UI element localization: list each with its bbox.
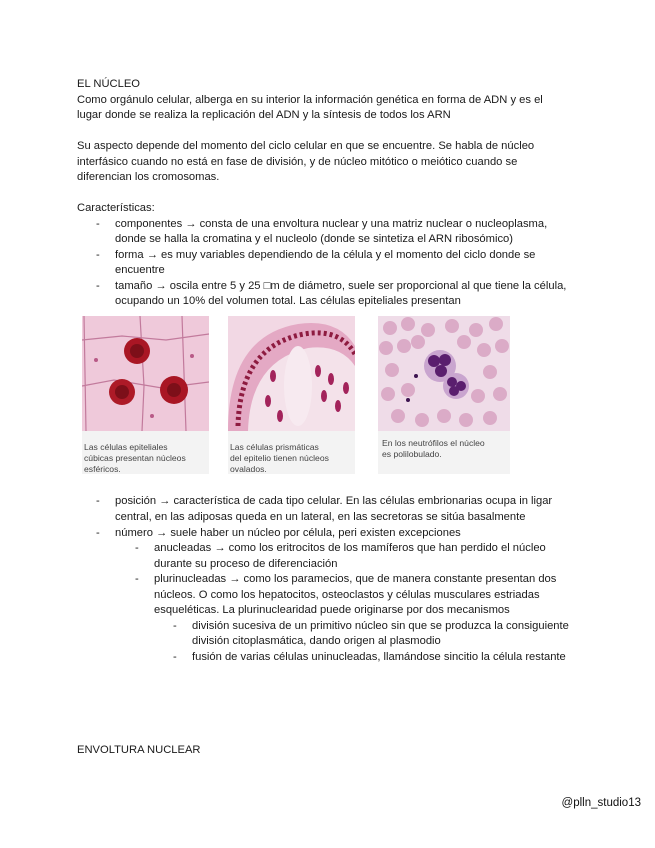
intro-line-2: lugar donde se realiza la replicación del ADN y la síntesis de todos los ARN [77,109,451,121]
bullet-marker: - [96,280,100,292]
bullet-tamano: tamaño → oscila entre 5 y 25 □m de diámetro, suele ser proporcional al que tiene la célula, [115,280,567,292]
caption-prismatic-1: Las células prismáticas [230,442,319,452]
bullet-marker: - [96,218,100,230]
micrograph-neutrophils [378,316,510,474]
caption-cubic-3: esféricos. [84,464,121,474]
page-title: EL NÚCLEO [77,78,141,90]
prismatic-cells-image [228,316,355,431]
intro-line-1: Como orgánulo celular, alberga en su interior la información genética en forma de ADN y es el [77,94,543,106]
sub-sub-bullet-division: división sucesiva de un primitivo núcleo sin que se produzca la consiguiente [192,620,569,632]
bullet-forma-cont: encuentre [115,264,165,276]
bullet-marker: - [96,495,100,507]
sub-bullet-plurinucleadas-cont-2: esqueléticas. La plurinuclearidad puede originarse por dos mecanismos [154,604,510,616]
sub-sub-bullet-fusion: fusión de varias células uninucleadas, llamándose sincitio la célula restante [192,651,566,663]
aspect-line-3: diferencian los cromosomas. [77,171,220,183]
sub-sub-bullet-division-cont: división citoplasmática, dando origen al plasmodio [192,635,441,647]
section-title-envoltura: ENVOLTURA NUCLEAR [77,744,201,756]
aspect-line-1: Su aspecto depende del momento del ciclo celular en que se encuentre. Se habla de núcleo [77,140,535,152]
micrograph-cubic-cells [82,316,209,474]
sub-bullet-anucleadas: anucleadas → como los eritrocitos de los mamíferos que han perdido el núcleo [154,542,546,554]
caption-cubic-2: cúbicas presentan núcleos [84,453,186,463]
characteristics-heading: Características: [77,202,155,214]
bullet-forma: forma → es muy variables dependiendo de la célula y el momento del ciclo donde se [115,249,536,261]
sub-sub-bullet-marker: - [173,651,177,663]
cubic-cells-image [82,316,209,431]
sub-bullet-plurinucleadas: plurinucleadas → como los paramecios, que de manera constante presentan dos [154,573,557,585]
signature: @plln_studio13 [561,797,641,809]
sub-sub-bullet-marker: - [173,620,177,632]
caption-cubic-1: Las células epiteliales [84,442,168,452]
aspect-line-2: interfásico cuando no está en fase de división, y de núcleo mitótico o meiótico cuando se [77,156,518,168]
sub-bullet-plurinucleadas-cont-1: núcleos. O como los hepatocitos, osteoclastos y células musculares estriadas [154,589,540,601]
sub-bullet-marker: - [135,573,139,585]
bullet-componentes-cont: donde se halla la cromatina y el nucleolo (donde se sintetiza el ARN ribosómico) [115,233,513,245]
bullet-marker: - [96,527,100,539]
micrograph-prismatic-cells [228,316,355,474]
bullet-componentes: componentes → consta de una envoltura nuclear y una matriz nuclear o nucleoplasma, [115,218,548,230]
bullet-tamano-cont: ocupando un 10% del volumen total. Las células epiteliales presentan [115,295,461,307]
neutrophils-image [378,316,510,431]
caption-neutrophils-2: es polilobulado. [382,449,442,459]
bullet-posicion-cont: central, en las adiposas queda en un lateral, en las secretoras se sitúa basalmente [115,511,526,523]
caption-prismatic-3: ovalados. [230,464,267,474]
bullet-numero: número → suele haber un núcleo por célula, peri existen excepciones [115,527,461,539]
caption-neutrophils-1: En los neutrófilos el núcleo [382,438,485,448]
sub-bullet-marker: - [135,542,139,554]
caption-prismatic-2: del epitelio tienen núcleos [230,453,329,463]
bullet-marker: - [96,249,100,261]
bullet-posicion: posición → característica de cada tipo celular. En las células embrionarias ocupa in ligar [115,495,553,507]
sub-bullet-anucleadas-cont: durante su proceso de diferenciación [154,558,338,570]
